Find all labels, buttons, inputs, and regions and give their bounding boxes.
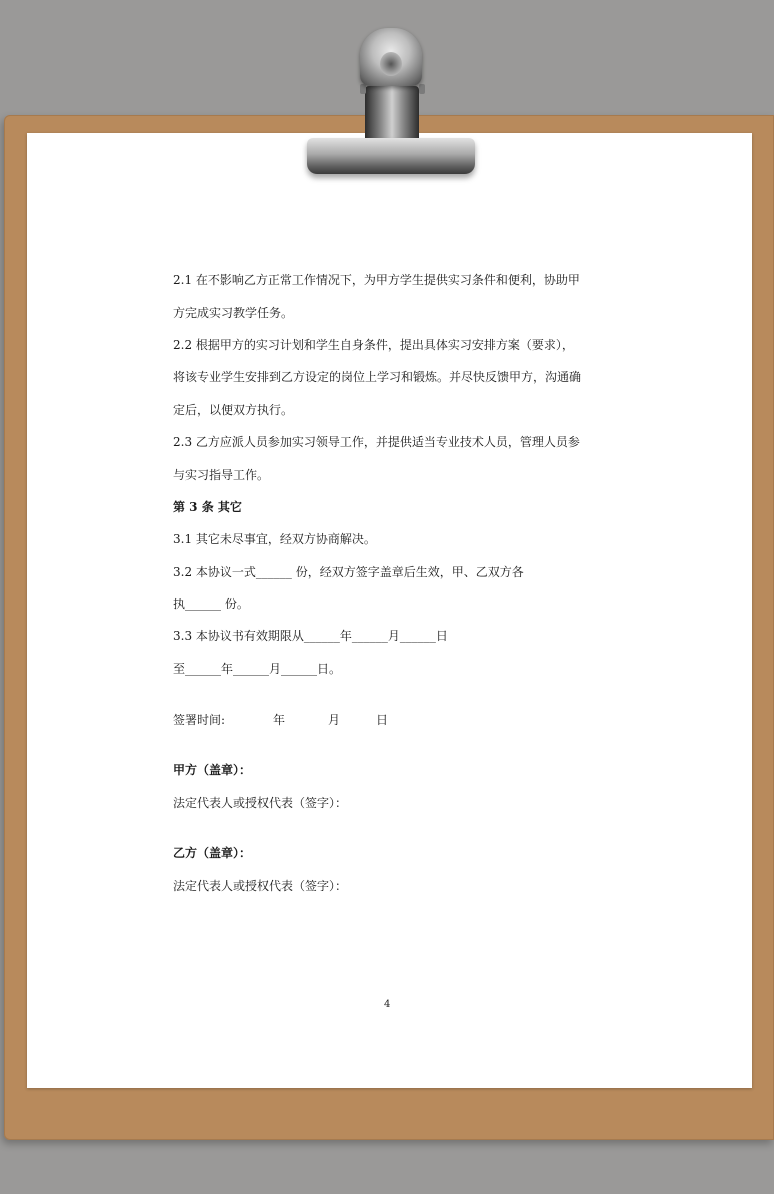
signing-month: 月 — [328, 713, 341, 727]
clause-2-2-line-1: 2.2 根据甲方的实习计划和学生自身条件，提出具体实习安排方案（要求）， — [173, 338, 574, 352]
clause-2-2-line-3: 定后，以便双方执行。 — [173, 403, 294, 417]
clause-2-2-line-2: 将该专业学生安排到乙方设定的岗位上学习和锻炼。并尽快反馈甲方，沟通确 — [173, 370, 582, 384]
clause-3-3-line-1: 3.3 本协议书有效期限从______年______月______日 — [173, 629, 448, 643]
binder-clip-pin-left — [360, 84, 366, 94]
signing-date-row — [173, 711, 433, 727]
clause-3-1: 3.1 其它未尽事宜，经双方协商解决。 — [173, 532, 376, 546]
clause-2-3-line-2: 与实习指导工作。 — [173, 468, 270, 482]
signing-date-label: 签署时间: — [173, 713, 226, 727]
clause-2-1-line-1: 2.1 在不影响乙方正常工作情况下，为甲方学生提供实习条件和便利，协助甲 — [173, 273, 580, 287]
party-b-representative: 法定代表人或授权代表（签字）： — [173, 879, 348, 893]
signing-day: 日 — [376, 713, 389, 727]
party-a-representative: 法定代表人或授权代表（签字）： — [173, 796, 348, 810]
article-3-heading: 第 3 条 其它 — [173, 500, 242, 514]
signing-year: 年 — [273, 713, 286, 727]
clause-2-3-line-1: 2.3 乙方应派人员参加实习领导工作，并提供适当专业技术人员，管理人员参 — [173, 435, 580, 449]
binder-clip-hole — [380, 52, 402, 76]
party-b-seal: 乙方（盖章）： — [173, 846, 252, 860]
binder-clip-pin-right — [419, 84, 425, 94]
clause-3-3-line-2: 至______年______月______日。 — [173, 662, 342, 676]
clause-3-2-line-1: 3.2 本协议一式______ 份，经双方签字盖章后生效，甲、乙双方各 — [173, 565, 524, 579]
binder-clip-base — [307, 138, 475, 174]
clause-2-1-line-2: 方完成实习教学任务。 — [173, 306, 294, 320]
party-a-seal: 甲方（盖章）： — [173, 763, 252, 777]
clause-3-2-line-2: 执______ 份。 — [173, 597, 249, 611]
binder-clip-neck — [365, 86, 419, 142]
page-number: 4 — [384, 999, 391, 1010]
